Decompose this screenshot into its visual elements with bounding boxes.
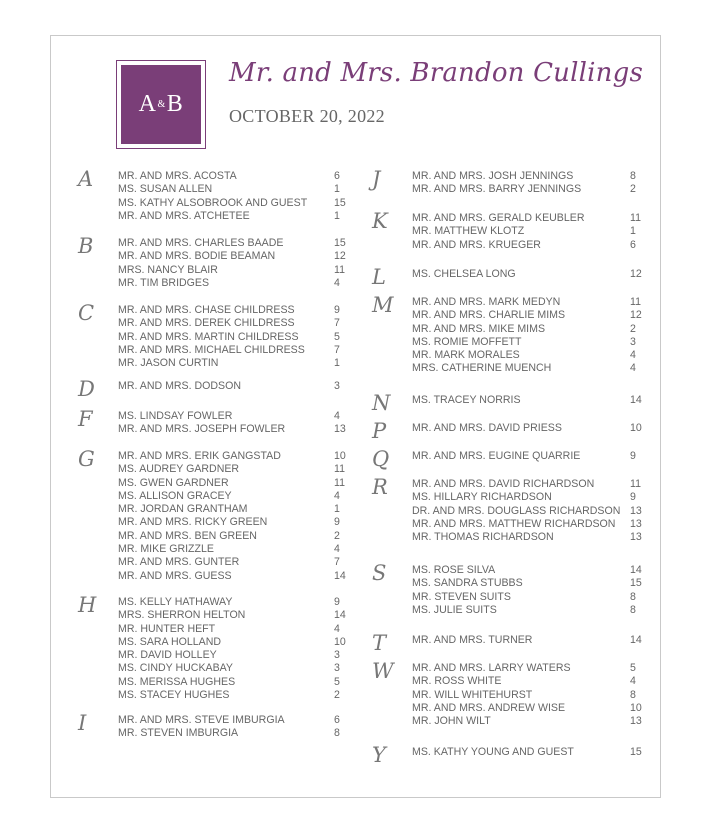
guest-row: [118, 477, 350, 490]
guest-name: MS. ALLISON GRACEY: [118, 489, 232, 502]
guest-name: MR. JOHN WILT: [412, 715, 491, 728]
table-number: 8: [630, 170, 636, 182]
guest-name: MS. STACEY HUGHES: [118, 689, 230, 702]
guest-name: MR. AND MRS. ACOSTA: [118, 170, 237, 182]
guest-row: [412, 662, 644, 675]
guest-name: MR. AND MRS. EUGINE QUARRIE: [412, 450, 581, 462]
guest-name: MS. ROMIE MOFFETT: [412, 335, 522, 348]
guest-name: MS. SANDRA STUBBS: [412, 577, 523, 590]
guest-row: [412, 336, 644, 349]
table-number: 2: [630, 322, 636, 335]
guest-row: [412, 268, 644, 281]
guest-row: [118, 170, 350, 183]
table-number: 9: [334, 516, 340, 529]
section-letter: F: [78, 407, 93, 431]
table-number: 1: [334, 503, 340, 516]
table-number: 11: [630, 478, 641, 490]
guest-row: [118, 676, 350, 689]
table-number: 11: [334, 476, 345, 489]
monogram-frame: [116, 60, 206, 149]
guest-name: MR. AND MRS. CHARLES BAADE: [118, 237, 284, 249]
letter-group-y: [364, 743, 644, 767]
guest-row: [412, 170, 644, 183]
table-number: 11: [334, 463, 345, 476]
guest-list: [118, 410, 350, 437]
guest-list: [412, 268, 644, 286]
table-number: 15: [334, 237, 346, 249]
table-number: 14: [334, 609, 346, 622]
event-date: OCTOBER 20, 2022: [229, 106, 385, 126]
guest-row: [118, 570, 350, 583]
table-number: 1: [334, 357, 340, 370]
guest-name: MR. AND MRS. GUESS: [118, 569, 232, 582]
letter-group-g: [70, 447, 350, 583]
guest-row: [118, 530, 350, 543]
guest-name: MR. AND MRS. CHASE CHILDRESS: [118, 304, 295, 316]
guest-row: [118, 344, 350, 357]
guest-row: [412, 478, 644, 491]
guest-row: [412, 746, 644, 759]
guest-row: [412, 422, 644, 435]
guest-name: MR. JORDAN GRANTHAM: [118, 503, 248, 516]
guest-name: MR. ROSS WHITE: [412, 675, 502, 688]
letter-group-j: [364, 167, 644, 197]
guest-list: [412, 662, 644, 728]
guest-list: [118, 237, 350, 290]
monogram: [121, 65, 201, 144]
table-number: 6: [334, 714, 340, 726]
guest-name: MS. SUSAN ALLEN: [118, 183, 213, 196]
guest-row: [412, 577, 644, 590]
table-number: 7: [334, 556, 340, 569]
guest-row: [412, 505, 644, 518]
table-number: 9: [630, 491, 636, 504]
section-letter: I: [78, 711, 87, 735]
table-number: 4: [334, 543, 340, 556]
guest-row: [412, 675, 644, 688]
letter-group-s: [364, 561, 644, 617]
table-number: 3: [334, 649, 340, 662]
guest-row: [118, 264, 350, 277]
guest-name: MR. JASON CURTIN: [118, 357, 219, 370]
table-number: 4: [630, 362, 636, 375]
letter-group-n: [364, 391, 644, 415]
section-letter: B: [78, 234, 94, 258]
guest-name: MR. STEVEN SUITS: [412, 590, 511, 603]
guest-list: [412, 170, 644, 197]
guest-row: [118, 450, 350, 463]
guest-name: MS. GWEN GARDNER: [118, 476, 229, 489]
guest-row: [412, 296, 644, 309]
table-number: 1: [334, 183, 340, 196]
table-number: 10: [630, 701, 642, 714]
guest-name: MS. TRACEY NORRIS: [412, 394, 521, 406]
guest-name: MS. LINDSAY FOWLER: [118, 410, 233, 422]
guest-row: [118, 423, 350, 436]
guest-name: MR. TIM BRIDGES: [118, 276, 210, 289]
table-number: 13: [630, 531, 642, 544]
guest-name: MR. AND MRS. TURNER: [412, 634, 533, 646]
table-number: 15: [630, 577, 642, 590]
guest-row: [412, 689, 644, 702]
guest-list: [412, 296, 644, 376]
section-letter: G: [78, 447, 95, 471]
guest-row: [118, 463, 350, 476]
table-number: 8: [630, 603, 636, 616]
table-number: 2: [334, 529, 340, 542]
table-number: 14: [334, 569, 346, 582]
letter-group-k: [364, 209, 644, 252]
section-letter: M: [372, 293, 394, 317]
guest-row: [412, 225, 644, 238]
table-number: 12: [630, 268, 642, 280]
letter-group-l: [364, 265, 644, 289]
guest-name: MR. AND MRS. KRUEGER: [412, 238, 541, 251]
table-number: 3: [630, 335, 636, 348]
guest-row: [412, 450, 644, 463]
guest-name: MS. KATHY YOUNG AND GUEST: [412, 746, 574, 758]
monogram-initial-right: B: [166, 91, 184, 117]
table-number: 2: [334, 689, 340, 702]
guest-name: MS. HILLARY RICHARDSON: [412, 491, 552, 504]
guest-name: MR. AND MRS. ANDREW WISE: [412, 701, 566, 714]
table-number: 12: [334, 250, 346, 263]
guest-row: [118, 490, 350, 503]
guest-name: MS. KELLY HATHAWAY: [118, 596, 233, 608]
guest-name: MR. DAVID HOLLEY: [118, 649, 217, 662]
guest-list: [118, 304, 350, 370]
section-letter: Y: [372, 743, 386, 767]
section-letter: C: [78, 301, 95, 325]
table-number: 8: [630, 688, 636, 701]
guest-name: MS. AUDREY GARDNER: [118, 463, 240, 476]
monogram-ampersand: &: [157, 99, 166, 110]
guest-name: MR. AND MRS. BEN GREEN: [118, 529, 257, 542]
table-number: 10: [334, 635, 346, 648]
guest-name: MS. JULIE SUITS: [412, 603, 497, 616]
table-number: 9: [334, 304, 340, 316]
guest-row: [412, 604, 644, 617]
guest-list: [118, 380, 350, 398]
table-number: 1: [630, 225, 636, 238]
table-number: 10: [630, 422, 642, 434]
guest-name: MR. AND MRS. MIKE MIMS: [412, 322, 546, 335]
guest-row: [412, 309, 644, 322]
section-letter: J: [372, 167, 381, 191]
table-number: 8: [630, 590, 636, 603]
guest-row: [118, 727, 350, 740]
table-number: 3: [334, 662, 340, 675]
guest-row: [118, 662, 350, 675]
table-number: 4: [334, 622, 340, 635]
guest-name: MS. SARA HOLLAND: [118, 635, 222, 648]
guest-name: MR. AND MRS. DODSON: [118, 380, 242, 392]
letter-group-m: [364, 293, 644, 376]
table-number: 14: [630, 394, 642, 406]
guest-name: MRS. CATHERINE MUENCH: [412, 362, 552, 375]
guest-name: MR. AND MRS. DAVID PRIESS: [412, 422, 562, 434]
guest-name: MS. CHELSEA LONG: [412, 268, 516, 280]
guest-name: MRS. NANCY BLAIR: [118, 263, 218, 276]
guest-name: MR. AND MRS. CHARLIE MIMS: [412, 309, 566, 322]
table-number: 11: [630, 212, 641, 224]
table-number: 13: [630, 715, 642, 728]
guest-row: [412, 212, 644, 225]
guest-row: [118, 380, 350, 393]
table-number: 3: [334, 380, 340, 392]
guest-name: MRS. SHERRON HELTON: [118, 609, 246, 622]
table-number: 2: [630, 183, 636, 196]
table-number: 13: [630, 517, 642, 530]
table-number: 1: [334, 209, 340, 222]
guest-row: [118, 503, 350, 516]
table-number: 7: [334, 343, 340, 356]
guest-list: [412, 394, 644, 412]
table-number: 4: [334, 489, 340, 502]
guest-row: [412, 518, 644, 531]
table-number: 11: [630, 296, 641, 308]
guest-row: [118, 210, 350, 223]
table-number: 12: [630, 309, 642, 322]
guest-row: [412, 702, 644, 715]
table-number: 15: [334, 196, 346, 209]
guest-name: MR. AND MRS. GERALD KEUBLER: [412, 212, 585, 224]
guest-row: [118, 636, 350, 649]
guest-name: MR. MATTHEW KLOTZ: [412, 225, 525, 238]
letter-group-b: [70, 234, 350, 290]
section-letter: D: [78, 377, 95, 401]
table-number: 8: [334, 727, 340, 740]
section-letter: P: [372, 419, 387, 443]
guest-list: [412, 564, 644, 617]
guest-row: [412, 323, 644, 336]
guest-name: MR. HUNTER HEFT: [118, 622, 216, 635]
guest-name: MR. STEVEN IMBURGIA: [118, 727, 239, 740]
guest-row: [118, 277, 350, 290]
guest-row: [118, 543, 350, 556]
table-number: 4: [334, 276, 340, 289]
guest-name: MR. THOMAS RICHARDSON: [412, 531, 554, 544]
guest-row: [118, 714, 350, 727]
guest-name: MR. AND MRS. MARK MEDYN: [412, 296, 561, 308]
guest-name: MR. AND MRS. JOSEPH FOWLER: [118, 423, 286, 436]
table-number: 13: [334, 423, 346, 436]
table-number: 4: [630, 675, 636, 688]
guest-row: [412, 591, 644, 604]
guest-row: [118, 331, 350, 344]
letter-group-t: [364, 631, 644, 655]
guest-row: [412, 183, 644, 196]
guest-name: MS. KATHY ALSOBROOK AND GUEST: [118, 196, 308, 209]
guest-name: MR. AND MRS. DAVID RICHARDSON: [412, 478, 595, 490]
letter-group-f: [70, 407, 350, 437]
guest-row: [118, 250, 350, 263]
letter-group-a: [70, 167, 350, 223]
guest-name: MR. AND MRS. DEREK CHILDRESS: [118, 317, 295, 330]
guest-row: [412, 491, 644, 504]
guest-name: MR. AND MRS. MARTIN CHILDRESS: [118, 330, 299, 343]
section-letter: L: [372, 265, 386, 289]
guest-list: [118, 450, 350, 583]
guest-list: [412, 212, 644, 252]
guest-row: [118, 556, 350, 569]
guest-row: [118, 237, 350, 250]
guest-list: [412, 634, 644, 652]
guest-row: [118, 596, 350, 609]
guest-row: [118, 649, 350, 662]
monogram-initial-left: A: [138, 91, 157, 117]
table-number: 4: [334, 410, 340, 422]
table-number: 4: [630, 349, 636, 362]
guest-list: [412, 450, 644, 468]
guest-list: [118, 596, 350, 702]
guest-name: MR. MARK MORALES: [412, 349, 520, 362]
guest-list: [412, 422, 644, 440]
guest-row: [118, 317, 350, 330]
guest-row: [412, 634, 644, 647]
section-letter: N: [372, 391, 391, 415]
table-number: 5: [630, 662, 636, 674]
guest-row: [118, 516, 350, 529]
guest-row: [412, 564, 644, 577]
table-number: 14: [630, 634, 642, 646]
guest-name: MR. AND MRS. MATTHEW RICHARDSON: [412, 517, 616, 530]
letter-group-h: [70, 593, 350, 702]
guest-name: MS. MERISSA HUGHES: [118, 675, 236, 688]
guest-name: MR. WILL WHITEHURST: [412, 688, 533, 701]
letter-group-p: [364, 419, 644, 443]
letter-group-d: [70, 377, 350, 401]
letter-group-c: [70, 301, 350, 370]
section-letter: S: [372, 561, 387, 585]
guest-name: DR. AND MRS. DOUGLASS RICHARDSON: [412, 504, 621, 517]
table-number: 6: [630, 238, 636, 251]
guest-list: [412, 746, 644, 764]
guest-name: MR. AND MRS. RICKY GREEN: [118, 516, 268, 529]
table-number: 7: [334, 317, 340, 330]
letter-group-q: [364, 447, 644, 471]
guest-name: MR. AND MRS. STEVE IMBURGIA: [118, 714, 285, 726]
guest-list: [412, 478, 644, 544]
table-number: 10: [334, 450, 346, 462]
guest-row: [412, 394, 644, 407]
guest-row: [118, 609, 350, 622]
guest-list: [118, 170, 350, 223]
guest-row: [118, 183, 350, 196]
letter-group-w: [364, 659, 644, 728]
section-letter: K: [372, 209, 388, 233]
guest-name: MR. AND MRS. MICHAEL CHILDRESS: [118, 343, 305, 356]
guest-row: [118, 410, 350, 423]
guest-row: [118, 623, 350, 636]
table-number: 9: [630, 450, 636, 462]
guest-row: [412, 531, 644, 544]
guest-row: [412, 349, 644, 362]
guest-row: [118, 357, 350, 370]
section-letter: H: [78, 593, 97, 617]
guest-name: MR. AND MRS. JOSH JENNINGS: [412, 170, 574, 182]
guest-name: MS. ROSE SILVA: [412, 564, 496, 576]
guest-name: MR. AND MRS. ERIK GANGSTAD: [118, 450, 281, 462]
table-number: 9: [334, 596, 340, 608]
guest-row: [412, 715, 644, 728]
section-letter: Q: [372, 447, 390, 471]
guest-name: MR. AND MRS. BARRY JENNINGS: [412, 183, 582, 196]
section-letter: A: [78, 167, 94, 191]
guest-list: [118, 714, 350, 741]
guest-row: [412, 362, 644, 375]
table-number: 14: [630, 564, 642, 576]
section-letter: T: [372, 631, 387, 655]
guest-row: [118, 304, 350, 317]
guest-row: [118, 689, 350, 702]
table-number: 5: [334, 675, 340, 688]
letter-group-i: [70, 711, 350, 741]
guest-name: MR. AND MRS. ATCHETEE: [118, 209, 250, 222]
guest-row: [118, 197, 350, 210]
guest-name: MS. CINDY HUCKABAY: [118, 662, 233, 675]
table-number: 6: [334, 170, 340, 182]
table-number: 11: [334, 263, 345, 276]
section-letter: W: [372, 659, 394, 683]
section-letter: R: [372, 475, 388, 499]
table-number: 13: [630, 504, 642, 517]
table-number: 5: [334, 330, 340, 343]
couple-name-heading: Mr. and Mrs. Brandon Cullings: [229, 58, 644, 88]
guest-name: MR. MIKE GRIZZLE: [118, 543, 214, 556]
table-number: 15: [630, 746, 642, 758]
guest-name: MR. AND MRS. GUNTER: [118, 556, 240, 569]
guest-name: MR. AND MRS. LARRY WATERS: [412, 662, 571, 674]
guest-row: [412, 239, 644, 252]
guest-name: MR. AND MRS. BODIE BEAMAN: [118, 250, 276, 263]
letter-group-r: [364, 475, 644, 544]
